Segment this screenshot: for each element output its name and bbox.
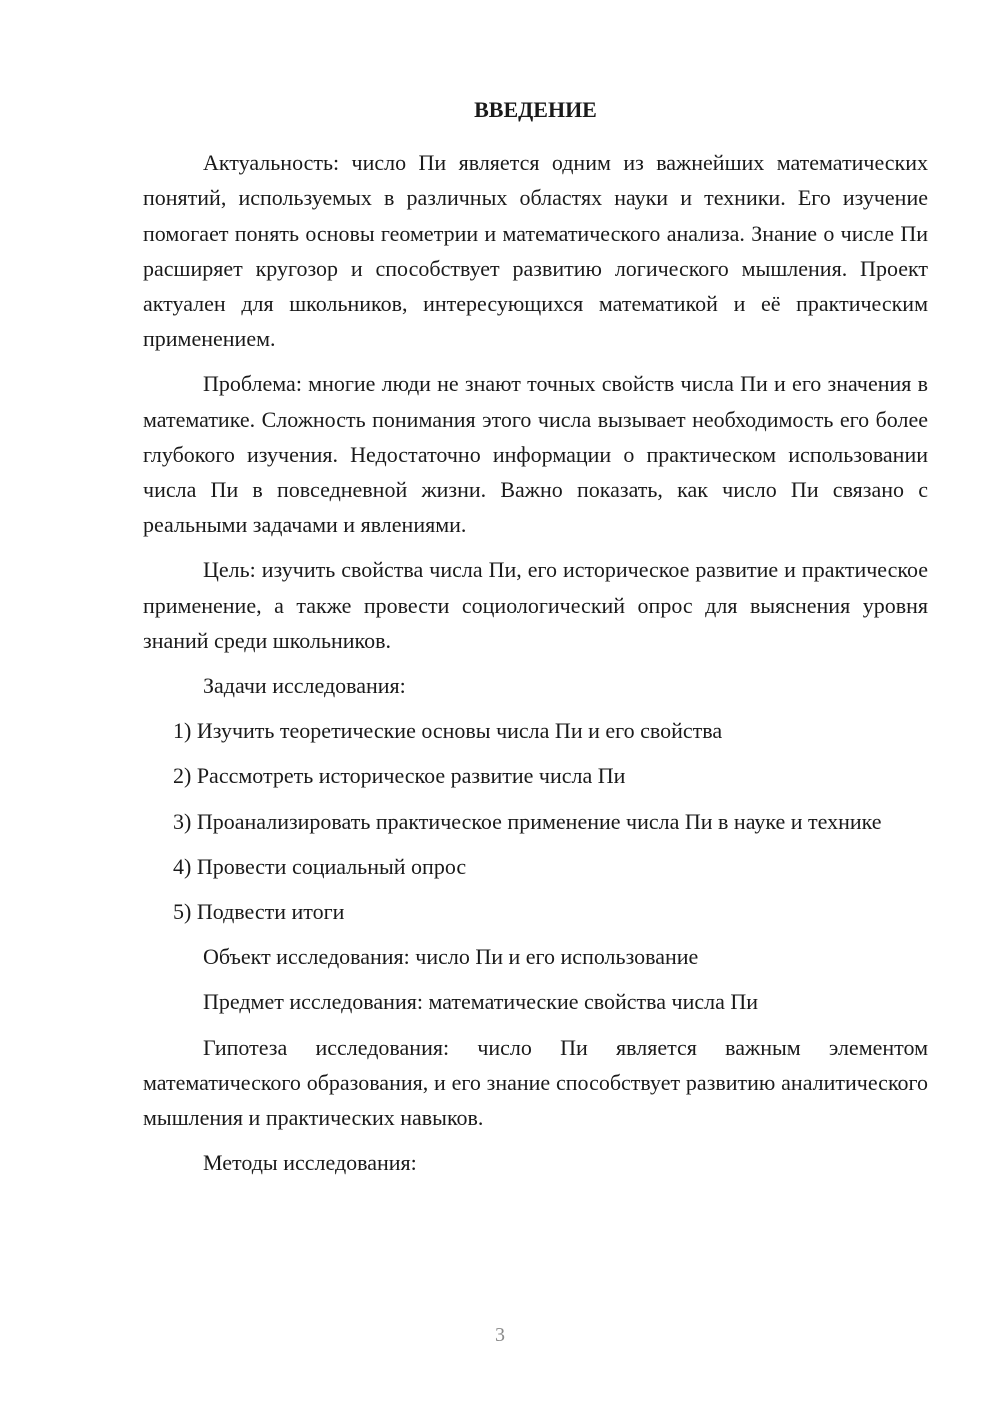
page-number: 3	[495, 1324, 505, 1346]
paragraph-subject: Предмет исследования: математические свойства числа Пи	[203, 989, 759, 1015]
tasks-list	[143, 713, 928, 929]
paragraph-object: Объект исследования: число Пи и его использование	[203, 944, 699, 970]
tasks-heading: Задачи исследования:	[203, 673, 406, 699]
section-title: ВВЕДЕНИЕ	[474, 97, 597, 122]
list-item: 2) Рассмотреть историческое развитие числа Пи	[173, 763, 626, 789]
paragraph-hypothesis: Гипотеза исследования: число Пи является важным элементом математического образования, и его знание способствует развитию аналитического мышления и практических навыков.	[143, 1034, 928, 1131]
methods-heading: Методы исследования:	[203, 1150, 417, 1176]
list-item: 4) Провести социальный опрос	[173, 853, 467, 879]
document-page	[143, 92, 928, 1180]
paragraph-problem: Проблема: многие люди не знают точных свойств числа Пи и его значения в математике. Сложность понимания этого числа вызывает необходимость его более глубокого изучения. Недостаточно информации о практическом использовании числа Пи в повседневной жизни. Важно показать, как число Пи связано с реальными задачами и явлениями.	[143, 371, 928, 538]
paragraph-goal: Цель: изучить свойства числа Пи, его историческое развитие и практическое применение, а также провести социологический опрос для выяснения уровня знаний среди школьников.	[143, 557, 928, 653]
list-item: 1) Изучить теоретические основы числа Пи и его свойства	[173, 718, 723, 744]
list-item: 3) Проанализировать практическое применение числа Пи в науке и технике	[173, 808, 882, 834]
paragraph-relevance: Актуальность: число Пи является одним из важнейших математических понятий, используемых в различных областях науки и техники. Его изучение помогает понять основы геометрии и математического анализа. Знание о числе Пи расширяет кругозор и способствует развитию логического мышления. Проект актуален для школьников, интересующихся математикой и её практическим применением.	[143, 150, 928, 352]
list-item: 5) Подвести итоги	[173, 899, 345, 925]
